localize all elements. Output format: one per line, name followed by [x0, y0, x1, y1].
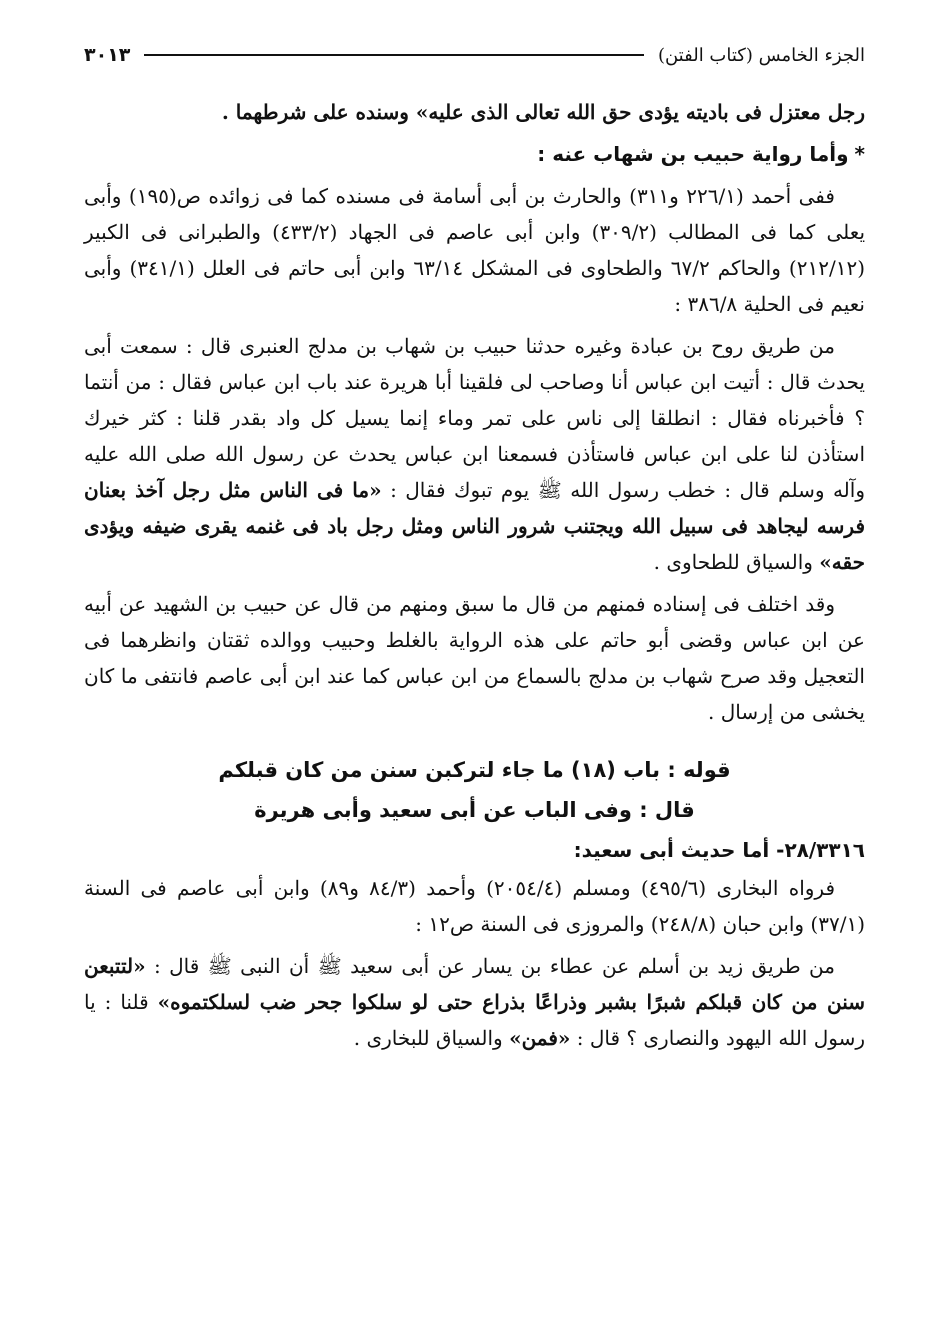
running-title: الجزء الخامس (كتاب الفتن)	[657, 44, 865, 66]
chapter-subheading: قال : وفى الباب عن أبى سعيد وأبى هريرة	[254, 798, 695, 822]
hadith-matn-2: «لتتبعن سنن من كان قبلكم شبرًا بشبر وذراعًا بذراع حتى لو سلكوا جحر ضب لسلكتموه»	[84, 954, 865, 1014]
isnad-question: قلنا : يا رسول الله اليهود والنصارى ؟ قال :	[84, 990, 865, 1050]
page-content	[84, 94, 865, 1056]
isnad-note: والسياق للطحاوى .	[653, 550, 820, 574]
hadith-matn: «ما فى الناس مثل رجل آخذ بعنان فرسه ليجاهد فى سبيل الله ويجتنب شرور الناس ومثل رجل باد فى غنمه يقرى ضيفه ويؤدى حقه»	[84, 478, 866, 574]
paragraph-sources-2: فرواه البخارى (٤٩٥/٦) ومسلم (٢٠٥٤/٤) وأحمد (٨٤/٣ و٨٩) وابن أبى عاصم فى السنة (٣٧/١) وابن حبان (٢٤٨/٨) والمروزى فى السنة ص١٢ :	[84, 876, 865, 936]
header-rule	[144, 54, 644, 56]
section-subheading	[84, 136, 865, 172]
running-header	[84, 40, 865, 70]
isnad-note-2: والسياق للبخارى .	[353, 1026, 510, 1050]
paragraph-discussion: وقد اختلف فى إسناده فمنهم من قال ما سبق ومنهم من قال عن حبيب بن الشهيد عن أبيه عن ابن عباس وقضى أبو حاتم على هذه الرواية بالغلط وحبيب ووالده ثقتان وانظرهما فى التعجيل وقد صرح شهاب بن مدلج بالسماع من ابن عباس كما عند ابن أبى عاصم فانتفى ما كان يخشى من إرسال .	[84, 592, 865, 724]
hadith-title: ٢٨/٣٣١٦- أما حديث أبى سعيد:	[573, 838, 865, 862]
paragraph-sources: ففى أحمد (٢٢٦/١ و٣١١) والحارث بن أبى أسامة فى مسنده كما فى زوائده ص(١٩٥) وأبى يعلى كما فى المطالب (٣٠٩/٢) وابن أبى عاصم فى الجهاد (٤٣٣/٢) والطبرانى فى الكبير (٢١٢/١٢) والحاكم ٦٧/٢ والطحاوى فى المشكل ٦٣/١٤ وابن أبى حاتم فى العلل (٣٤١/١) وأبى نعيم فى الحلية ٣٨٦/٨ :	[84, 184, 866, 316]
section-subheading-text: وأما رواية حبيب بن شهاب عنه :	[537, 142, 849, 166]
paragraph-isnad-2	[84, 948, 865, 1056]
book-page	[84, 40, 865, 1310]
paragraph-continuation: رجل معتزل فى باديته يؤدى حق الله تعالى الذى عليه» وسنده على شرطهما .	[221, 100, 865, 124]
isnad-text-2: من طريق زيد بن أسلم عن عطاء بن يسار عن أبى سعيد ﷺ أن النبى ﷺ قال :	[145, 954, 835, 978]
chapter-heading: قوله : باب (١٨) ما جاء لتركبن سنن من كان قبلكم	[218, 758, 731, 782]
hadith-answer: «فمن»	[509, 1026, 571, 1050]
page-number: ٣٠١٣	[84, 44, 131, 66]
spacer	[84, 730, 865, 750]
star-marker: *	[854, 142, 865, 166]
isnad-text: من طريق روح بن عبادة وغيره حدثنا حبيب بن شهاب بن مدلج العنبرى قال : سمعت أبى يحدث قال : أتيت ابن عباس أنا وصاحب لى فلقينا أبا هريرة عند باب ابن عباس فقال : من أنتما ؟ فأخبرناه فقال : انطلقا إلى ناس على تمر وماء إنما يسيل كل واد بقدر قلنا : كثر خيرك استأذن لنا على ابن عباس فاستأذن فسمعنا ابن عباس يحدث عن رسول الله صلى الله عليه وآله وسلم قال : خطب رسول الله ﷺ يوم تبوك فقال :	[84, 334, 865, 502]
paragraph-isnad	[84, 328, 865, 580]
